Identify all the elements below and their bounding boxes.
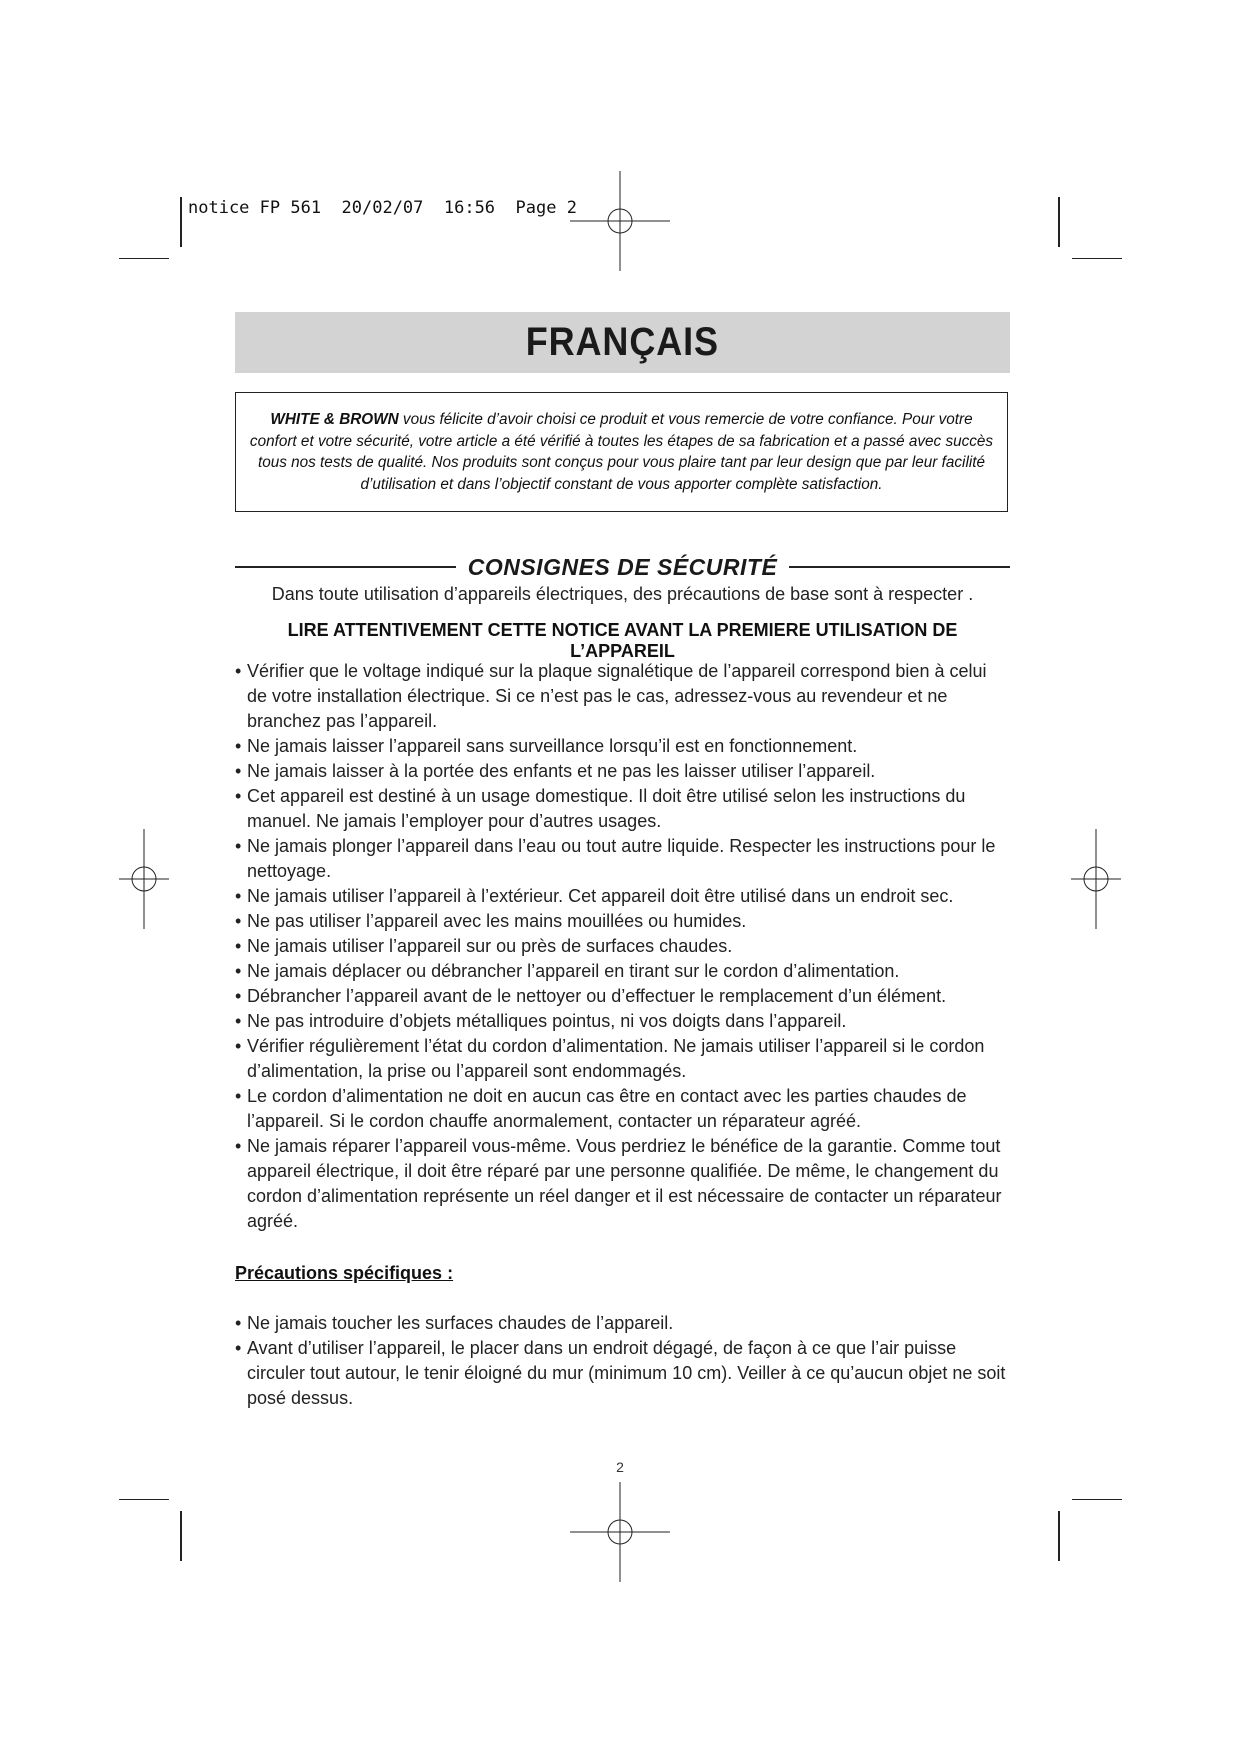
specific-heading: Précautions spécifiques : [235,1263,454,1283]
brand-name: WHITE & BROWN [270,411,399,428]
heading-rule-right [789,566,1010,568]
list-item: • Ne jamais déplacer ou débrancher l’appareil en tirant sur le cordon d’alimentation. [235,959,1010,984]
registration-mark-left [94,829,194,929]
list-item: • Ne jamais utiliser l’appareil sur ou près de surfaces chaudes. [235,934,1010,959]
intro-text [246,409,997,495]
list-item: • Ne jamais réparer l’appareil vous-même. Vous perdriez le bénéfice de la garantie. Comme tout appareil électrique, il doit être réparé par une personne qualifiée. De même, le changement du cordon d’alimentation représente un réel danger et il est nécessaire de contacter un réparateur agréé. [235,1134,1010,1234]
print-slug: notice FP 561 20/02/07 16:56 Page 2 [188,198,577,218]
list-item: • Ne pas introduire d’objets métalliques pointus, ni vos doigts dans l’appareil. [235,1009,1010,1034]
crop-mark [180,1511,182,1561]
intro-body: vous félicite d’avoir choisi ce produit et vous remercie de votre confiance. Pour votre confort et votre sécurité, votre article a été vérifié à toutes les étapes de sa fabrication et a passé avec succès tous nos tests de qualité. Nos produits sont conçus pour vous plaire tant par leur design que par leur facilité d’utilisation et dans l’objectif constant de vous apporter complète satisfaction. [249,411,994,493]
crop-mark [1072,258,1122,259]
section-subtitle: Dans toute utilisation d’appareils électriques, des précautions de base sont à respecter . [271,584,974,604]
section-heading [235,552,1010,582]
intro-box [235,392,1008,512]
list-item: • Débrancher l’appareil avant de le nettoyer ou d’effectuer le remplacement d’un élément. [235,984,1010,1009]
list-item: • Avant d’utiliser l’appareil, le placer dans un endroit dégagé, de façon à ce que l’air puisse circuler tout autour, le tenir éloigné du mur (minimum 10 cm). Veiller à ce qu’aucun objet ne soit posé dessus. [235,1336,1010,1411]
heading-rule-left [235,566,456,568]
title-band [235,312,1010,373]
list-item: • Ne jamais laisser à la portée des enfants et ne pas les laisser utiliser l’appareil. [235,759,1010,784]
list-item: • Ne jamais plonger l’appareil dans l’eau ou tout autre liquide. Respecter les instructions pour le nettoyage. [235,834,1010,884]
warning-line: LIRE ATTENTIVEMENT CETTE NOTICE AVANT LA PREMIERE UTILISATION DE L’APPAREIL [287,620,958,661]
page-number: 2 [616,1459,624,1475]
crop-mark [1058,1511,1060,1561]
list-item: • Vérifier que le voltage indiqué sur la plaque signalétique de l’appareil correspond bien à celui de votre installation électrique. Si ce n’est pas le cas, adressez-vous au revendeur et ne branchez pas l’appareil. [235,659,1010,734]
registration-mark-top [570,171,670,271]
specific-list [235,1311,1010,1411]
list-item: • Ne jamais toucher les surfaces chaudes de l’appareil. [235,1311,1010,1336]
registration-mark-right [1046,829,1146,929]
list-item: • Cet appareil est destiné à un usage domestique. Il doit être utilisé selon les instructions du manuel. Ne jamais l’employer pour d’autres usages. [235,784,1010,834]
crop-mark [180,197,182,247]
crop-mark [119,258,169,259]
list-item: • Vérifier régulièrement l’état du cordon d’alimentation. Ne jamais utiliser l’appareil si le cordon d’alimentation, la prise ou l’appareil sont endommagés. [235,1034,1010,1084]
crop-mark [1058,197,1060,247]
section-title: CONSIGNES DE SÉCURITÉ [467,553,778,580]
registration-mark-bottom [570,1482,670,1582]
crop-mark [119,1499,169,1500]
list-item: • Ne pas utiliser l’appareil avec les mains mouillées ou humides. [235,909,1010,934]
list-item: • Ne jamais utiliser l’appareil à l’extérieur. Cet appareil doit être utilisé dans un endroit sec. [235,884,1010,909]
list-item: • Ne jamais laisser l’appareil sans surveillance lorsqu’il est en fonctionnement. [235,734,1010,759]
page-title: FRANÇAIS [525,320,720,364]
safety-list [235,659,1010,1234]
crop-mark [1072,1499,1122,1500]
list-item: • Le cordon d’alimentation ne doit en aucun cas être en contact avec les parties chaudes de l’appareil. Si le cordon chauffe anormalement, contacter un réparateur agréé. [235,1084,1010,1134]
